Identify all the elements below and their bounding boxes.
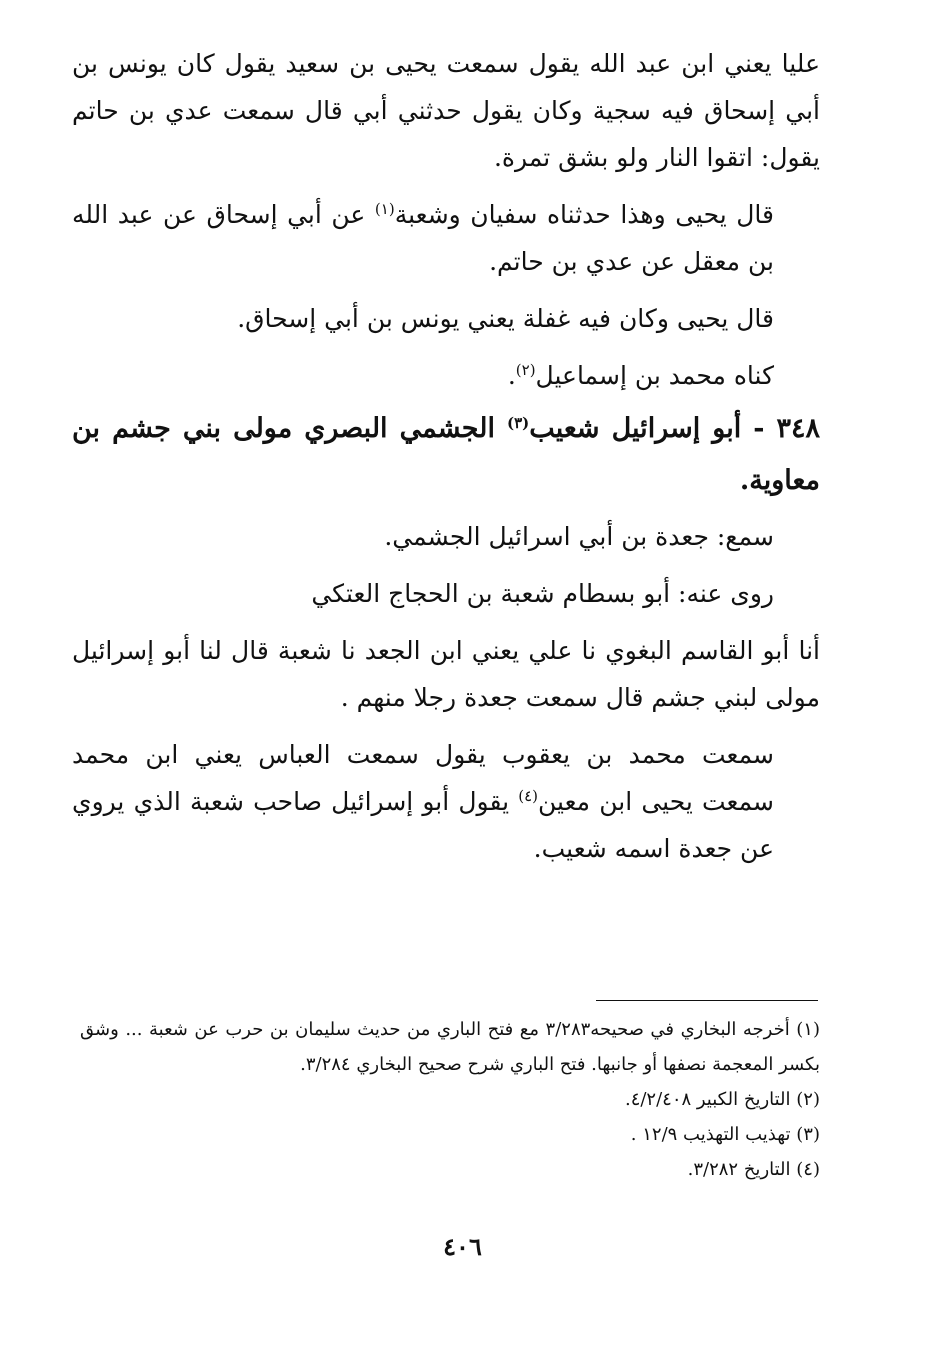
footnote-2: (٢) التاريخ الكبير ٤/٢/٤٠٨.	[624, 1089, 820, 1110]
paragraph-1: عليا يعني ابن عبد الله يقول سمعت يحيى بن سعيد يقول كان يونس بن أبي إسحاق فيه سجية وكان يقول حدثني أبي قال سمعت عدي بن حاتم يقول: اتقوا النار ولو بشق تمرة.	[72, 49, 820, 172]
paragraph-6: روى عنه: أبو بسطام شعبة بن الحجاج العتكي	[311, 579, 774, 608]
paragraph-7: أنا أبو القاسم البغوي نا علي يعني ابن الجعد نا شعبة قال لنا أبو إسرائيل مولى لبني جشم قال سمعت جعدة رجلا منهم .	[72, 636, 820, 712]
footnote-ref-3: (٣)	[506, 414, 530, 432]
footnote-3: (٣) تهذيب التهذيب ١٢/٩ .	[630, 1124, 820, 1145]
footnote-ref-4: (٤)	[518, 787, 539, 805]
paragraph-8-text-a: سمعت محمد بن يعقوب يقول سمعت العباس يعني ابن محمد سمعت يحيى ابن معين	[72, 740, 774, 816]
paragraph-2	[72, 191, 820, 285]
paragraph-4	[72, 352, 820, 399]
paragraph-3: قال يحيى وكان فيه غفلة يعني يونس بن أبي إسحاق.	[237, 304, 774, 333]
paragraph-8-text-b: يقول أبو إسرائيل صاحب شعبة الذي يروي عن جعدة اسمه شعيب.	[72, 787, 774, 863]
footnote-1: (١) أخرجه البخاري في صحيحه٣/٢٨٣ مع فتح الباري من حديث سليمان بن حرب عن شعبة ... وشق بكسر المعجمة نصفها أو جانبها. فتح الباري شرح صحيح البخاري ٣/٢٨٤.	[80, 1019, 820, 1075]
paragraph-2-text-a: قال يحيى وهذا حدثناه سفيان وشعبة	[394, 200, 774, 229]
entry-heading-text-b: الجشمي البصري مولى بني جشم بن معاوية.	[72, 413, 820, 496]
footnote-ref-1: (١)	[374, 200, 395, 218]
paragraph-5: سمع: جعدة بن أبي اسرائيل الجشمي.	[384, 522, 774, 551]
footnote-ref-2: (٢)	[515, 361, 536, 379]
paragraph-2-text-b: عن أبي إسحاق عن عبد الله بن معقل عن عدي بن حاتم.	[72, 200, 774, 276]
entry-heading	[72, 403, 820, 507]
entry-heading-text-a: ٣٤٨ - أبو إسرائيل شعيب	[529, 413, 820, 444]
paragraph-4-text-b: .	[507, 361, 516, 390]
footnote-divider	[596, 1000, 818, 1001]
paragraph-8	[72, 731, 820, 872]
main-text	[72, 40, 820, 872]
page-number: ٤٠٦	[443, 1232, 482, 1261]
paragraph-4-text-a: كناه محمد بن إسماعيل	[535, 361, 774, 390]
footnote-4: (٤) التاريخ ٣/٢٨٢.	[687, 1159, 820, 1180]
footnotes	[80, 1012, 820, 1187]
